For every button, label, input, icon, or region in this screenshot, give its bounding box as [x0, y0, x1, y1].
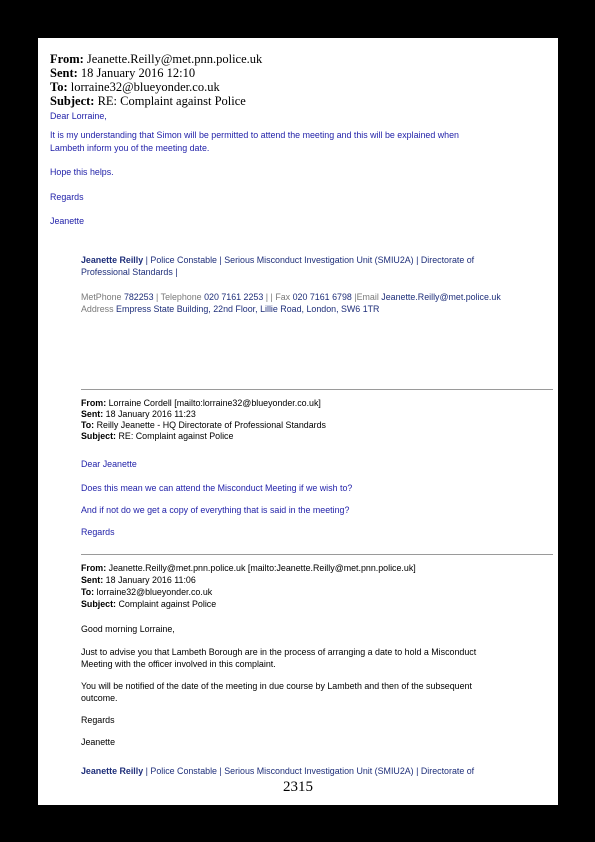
page-number: 2315	[283, 779, 313, 795]
email3-from-line: From: Jeanette.Reilly@met.pnn.police.uk [mailto:Jeanette.Reilly@met.pnn.police.uk]	[81, 563, 416, 573]
email3-para1-line2: Meeting with the officer involved in this complaint.	[81, 659, 276, 669]
email2-subject-line: Subject: RE: Complaint against Police	[81, 431, 234, 441]
document-page	[38, 38, 558, 805]
signature-line2: Professional Standards |	[81, 267, 178, 277]
email3-para2-line2: outcome.	[81, 693, 118, 703]
email2-regards: Regards	[81, 527, 115, 537]
email1-regards: Regards	[50, 192, 84, 202]
email2-greeting: Dear Jeanette	[81, 459, 137, 469]
email3-signature-line: Jeanette Reilly | Police Constable | Serious Misconduct Investigation Unit (SMIU2A) | Directorate of	[81, 766, 475, 776]
email2-to-line: To: Reilly Jeanette - HQ Directorate of Professional Standards	[81, 420, 326, 430]
email-divider	[81, 389, 553, 390]
email3-sent-line: Sent: 18 January 2016 11:06	[81, 575, 196, 585]
email1-greeting: Dear Lorraine,	[50, 111, 107, 121]
email2-line1: Does this mean we can attend the Misconduct Meeting if we wish to?	[81, 483, 353, 493]
email1-from-line: From: Jeanette.Reilly@met.pnn.police.uk	[50, 52, 263, 66]
email2-sent-line: Sent: 18 January 2016 11:23	[81, 409, 196, 419]
email3-para1-line1: Just to advise you that Lambeth Borough are in the process of arranging a date to hold a Misconduct	[81, 647, 477, 657]
email1-body-line2: Lambeth inform you of the meeting date.	[50, 143, 210, 153]
email1-body-line1: It is my understanding that Simon will be permitted to attend the meeting and this will be explained when	[50, 130, 459, 140]
signature-contact-line: MetPhone 782253 | Telephone 020 7161 2253 | | Fax 020 7161 6798 |Email Jeanette.Reilly@met.police.uk	[81, 292, 501, 302]
email3-greeting: Good morning Lorraine,	[81, 624, 175, 634]
email1-hope: Hope this helps.	[50, 167, 114, 177]
email3-to-line: To: lorraine32@blueyonder.co.uk	[81, 587, 213, 597]
email-divider	[81, 554, 553, 555]
email1-signoff: Jeanette	[50, 216, 85, 226]
email2-line2: And if not do we get a copy of everything that is said in the meeting?	[81, 505, 350, 515]
email2-from-line: From: Lorraine Cordell [mailto:lorraine32@blueyonder.co.uk]	[81, 398, 321, 408]
signature-line1: Jeanette Reilly | Police Constable | Serious Misconduct Investigation Unit (SMIU2A) | Directorate of	[81, 255, 475, 265]
email1-subject-line: Subject: RE: Complaint against Police	[50, 94, 246, 108]
signature-email-link[interactable]: Jeanette.Reilly@met.police.uk	[381, 292, 501, 302]
email1-to-line: To: lorraine32@blueyonder.co.uk	[50, 80, 220, 94]
email1-sent-line: Sent: 18 January 2016 12:10	[50, 66, 196, 80]
signature-address-line: Address Empress State Building, 22nd Floor, Lillie Road, London, SW6 1TR	[81, 304, 380, 314]
email3-para2-line1: You will be notified of the date of the meeting in due course by Lambeth and then of the subsequent	[81, 681, 472, 691]
email3-subject-line: Subject: Complaint against Police	[81, 599, 217, 609]
email3-signoff: Jeanette	[81, 737, 116, 747]
email3-regards: Regards	[81, 715, 115, 725]
